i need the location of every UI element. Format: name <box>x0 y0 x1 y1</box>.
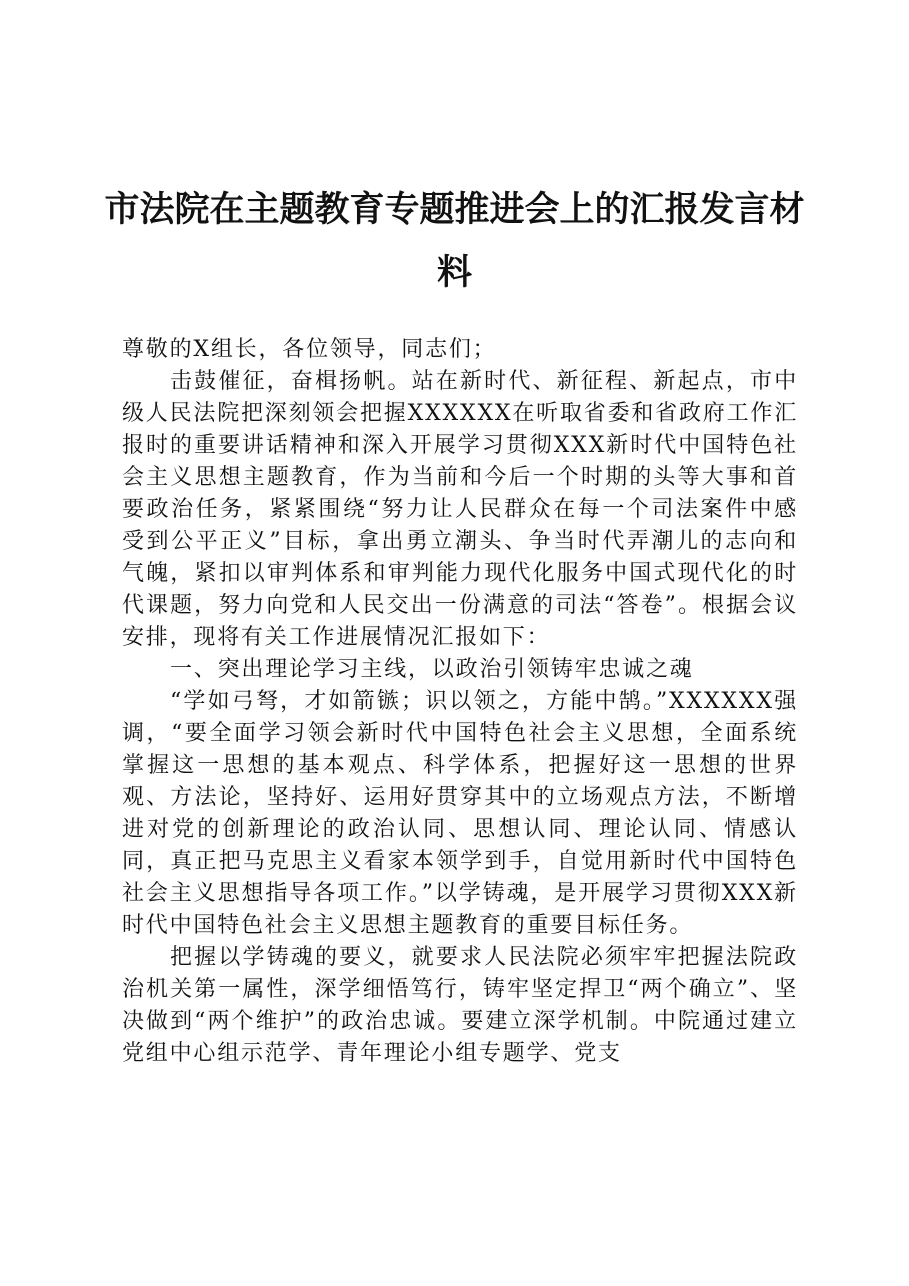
section-heading-1: 一、突出理论学习主线，以政治引领铸牢忠诚之魂 <box>170 657 694 682</box>
document-title: 市法院在主题教育专题推进会上的汇报发言材料 <box>104 189 805 293</box>
paragraph-intro: 击鼓催征，奋楫扬帆。站在新时代、新征程、新起点，市中级人民法院把深刻领会把握XXXXXX在听取省委和省政府工作汇报时的重要讲话精神和深入开展学习贯彻XXX新时代中国特色社会主义思想主题教育，作为当前和今后一个时期的头等大事和首要政治任务，紧紧围绕“努力让人民群众在每一个司法案件中感受到公平正义”目标，拿出勇立潮头、争当时代弄潮儿的志向和气魄，紧扣以审判体系和审判能力现代化服务中国式现代化的时代课题，努力向党和人民交出一份满意的司法“答卷”。根据会议安排，现将有关工作进展情况汇报如下： <box>122 369 798 650</box>
paragraph-grasp: 把握以学铸魂的要义，就要求人民法院必须牢牢把握法院政治机关第一属性，深学细悟笃行，铸牢坚定捍卫“两个确立”、坚决做到“两个维护”的政治忠诚。要建立深学机制。中院通过建立党组中心组示范学、青年理论小组专题学、党支 <box>122 945 798 1066</box>
paragraph-quote: “学如弓弩，才如箭镞；识以领之，方能中鹄。”XXXXXX强调，“要全面学习领会新时代中国特色社会主义思想，全面系统掌握这一思想的基本观点、科学体系，把握好这一思想的世界观、方法论，坚持好、运用好贯穿其中的立场观点方法，不断增进对党的创新理论的政治认同、思想认同、理论认同、情感认同，真正把马克思主义看家本领学到手，自觉用新时代中国特色社会主义思想指导各项工作。”以学铸魂，是开展学习贯彻XXX新时代中国特色社会主义思想主题教育的重要目标任务。 <box>122 689 798 938</box>
salutation: 尊敬的X组长，各位领导，同志们； <box>122 337 497 362</box>
document-body <box>122 334 798 1070</box>
